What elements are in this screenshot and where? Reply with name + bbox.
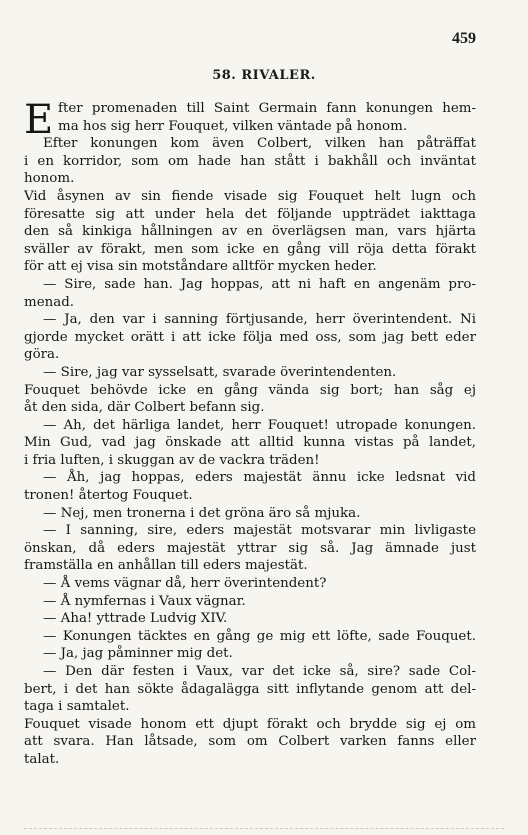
text-line: — Nej, men tronerna i det gröna äro så mjuka. bbox=[43, 505, 361, 521]
page-number: 459 bbox=[452, 30, 476, 47]
text-line: tronen! återtog Fouquet. bbox=[24, 488, 193, 504]
body-text bbox=[24, 97, 476, 769]
text-line: — Konungen täcktes en gång ge mig ett löfte, sade Fouquet. bbox=[43, 628, 476, 644]
text-line: Min Gud, vad jag önskade att alltid kunna vistas på landet, bbox=[24, 435, 476, 451]
text-line: önskan, då eders majestät yttrar sig så. Jag ämnade just bbox=[24, 540, 476, 556]
text-line: — Å vems vägnar då, herr överintendent? bbox=[43, 576, 327, 592]
text-line: framställa en anhållan till eders majestät. bbox=[24, 558, 308, 574]
bottom-divider bbox=[24, 828, 504, 830]
text-line: föresatte sig att under hela det följande uppträdet iakttaga bbox=[24, 206, 476, 222]
text-line: Efter konungen kom även Colbert, vilken han påträffat bbox=[43, 136, 476, 152]
text-line: — Ah, det härliga landet, herr Fouquet! utropade konungen. bbox=[43, 417, 476, 433]
text-line: talat. bbox=[24, 751, 60, 767]
text-line: i en korridor, som om hade han stått i bakhåll och inväntat bbox=[24, 153, 476, 169]
text-line: gjorde mycket orätt i att icke följa med oss, som jag bett eder bbox=[24, 329, 476, 345]
text-line: fter promenaden till Saint Germain fann konungen hem- bbox=[58, 101, 476, 116]
drop-cap: E bbox=[24, 97, 54, 143]
text-line: den så kinkiga hållningen av en överlägsen man, vars hjärta bbox=[24, 224, 476, 240]
text-line: — Ja, den var i sanning förtjusande, herr överintendent. Ni bbox=[43, 312, 476, 328]
text-line: — Ja, jag påminner mig det. bbox=[43, 646, 233, 662]
text-line: för att ej visa sin motståndare alltför mycken heder. bbox=[24, 259, 377, 275]
text-line: — Å nymfernas i Vaux vägnar. bbox=[43, 593, 246, 609]
text-line: åt den sida, där Colbert befann sig. bbox=[24, 400, 265, 416]
text-line: — Aha! yttrade Ludvig XIV. bbox=[43, 611, 228, 627]
text-line: ma hos sig herr Fouquet, vilken väntade på honom. bbox=[58, 118, 408, 134]
text-line: bert, i det han sökte ådagalägga sitt inflytande genom att del- bbox=[24, 681, 476, 697]
text-line: — Sire, jag var sysselsatt, svarade överintendenten. bbox=[43, 364, 397, 380]
text-line: taga i samtalet. bbox=[24, 699, 130, 715]
text-line: Fouquet behövde icke en gång vända sig bort; han såg ej bbox=[24, 382, 476, 398]
text-line: Fouquet visade honom ett djupt förakt och brydde sig ej om bbox=[24, 716, 476, 732]
text-line: i fria luften, i skuggan av de vackra träden! bbox=[24, 452, 320, 468]
text-line: — I sanning, sire, eders majestät motsvarar min livligaste bbox=[43, 523, 476, 539]
text-line: sväller av förakt, men som icke en gång vill röja detta förakt bbox=[24, 241, 476, 257]
text-line: — Åh, jag hoppas, eders majestät ännu icke ledsnat vid bbox=[43, 470, 476, 486]
chapter-title: 58. RIVALER. bbox=[212, 68, 316, 83]
text-line: att svara. Han låtsade, som om Colbert varken fanns eller bbox=[24, 734, 476, 750]
text-line: honom. bbox=[24, 171, 75, 187]
text-line: — Den där festen i Vaux, var det icke så, sire? sade Col- bbox=[43, 664, 476, 679]
text-line: Vid åsynen av sin fiende visade sig Fouquet helt lugn och bbox=[24, 188, 476, 204]
text-line: menad. bbox=[24, 294, 75, 310]
text-line: — Sire, sade han. Jag hoppas, att ni haft en angenäm pro- bbox=[43, 276, 476, 292]
text-line: göra. bbox=[24, 347, 60, 363]
